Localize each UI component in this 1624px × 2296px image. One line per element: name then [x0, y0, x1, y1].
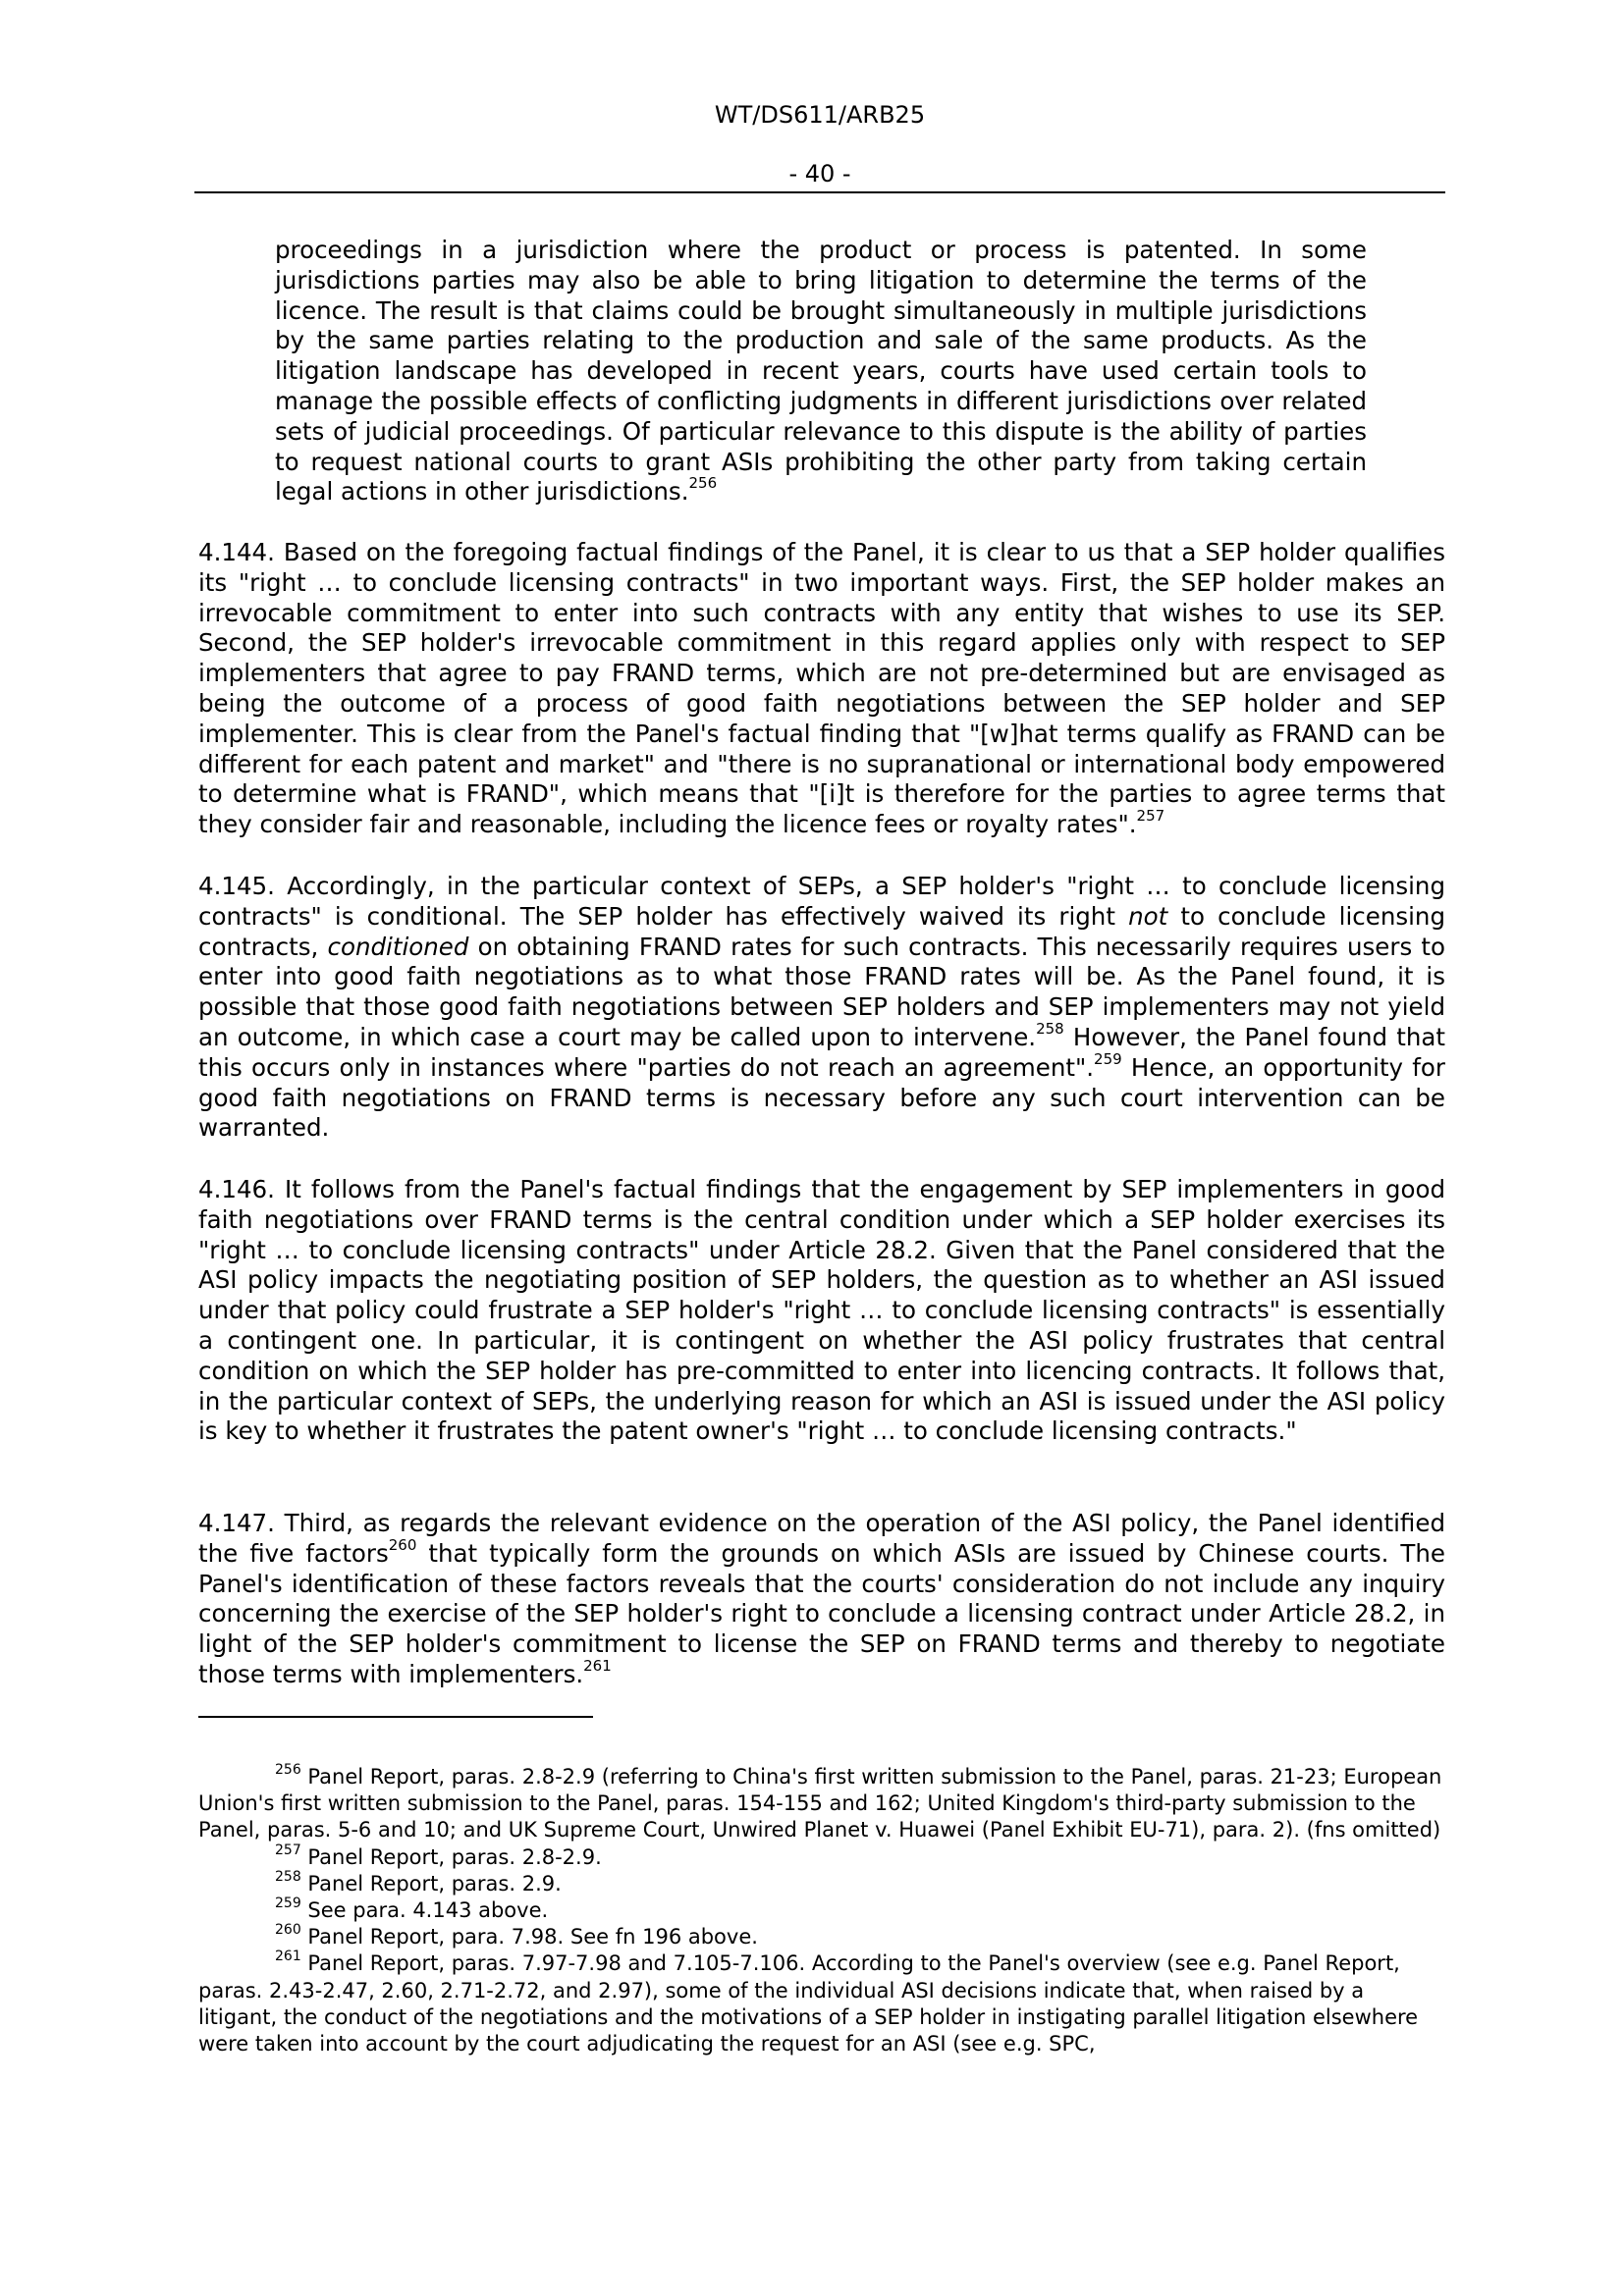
footnote-divider [198, 1716, 593, 1718]
footnote-text: Panel Report, paras. 7.97-7.98 and 7.105-7.106. According to the Panel's overview (see e.g. Panel Report, paras. 2.43-2.47, 2.60, 2.71-2.72, and 2.97), some of the individual ASI decisions indicate that, when raised by a litigant, the conduct of the negotiations and the motivations of a SEP holder in instigating parallel litigation elsewhere were taken into account by the court adjudicating the request for an ASI (see e.g. SPC, [198, 1951, 1419, 2056]
paragraph-4-146 [198, 1175, 1445, 1447]
paragraph-text: Accordingly, in the particular context of SEPs, a SEP holder's "right … to conclude licensing contracts" is conditional. The SEP holder has effectively waived its right [198, 872, 1446, 931]
emphasis-text: conditioned [327, 932, 469, 961]
footnotes [198, 1764, 1445, 2057]
paragraph-text: Third, as regards the relevant evidence on the operation of the ASI policy, the Panel identified the five factors [198, 1509, 1445, 1568]
footnote-259 [198, 1897, 1445, 1924]
header-divider [194, 191, 1445, 193]
paragraph-text: that typically form the grounds on which ASIs are issued by Chinese courts. The Panel's identification of these factors reveals that the courts' consideration do not include any inquiry concerning the exercise of the SEP holder's right to conclude a licensing contract under Article 28.2, in light of the SEP holder's commitment to license the SEP on FRAND terms and thereby to negotiate those terms with implementers. [198, 1538, 1445, 1688]
paragraph-number: 4.147. [198, 1509, 275, 1537]
footnote-ref-259[interactable]: 259 [1094, 1049, 1122, 1068]
emphasis-text: not [1128, 901, 1168, 931]
paragraph-number: 4.146. [198, 1175, 275, 1203]
paragraph-number: 4.145. [198, 872, 275, 900]
document-symbol: WT/DS611/ARB25 [714, 101, 926, 129]
paragraph-text: Based on the foregoing factual findings of the Panel, it is clear to us that a SEP holder qualifies its "right … to conclude licensing contracts" in two important ways. First, the SEP holder makes an irrevocable commitment to enter into such contracts with any entity that wishes to use its SEP. Second, the SEP holder's irrevocable commitment in this regard applies only with respect to SEP implementers that agree to pay FRAND terms, which are not pre-determined but are envisaged as being the outcome of a process of good faith negotiations between the SEP holder and SEP implementer. This is clear from the Panel's factual finding that "[w]hat terms qualify as FRAND can be different for each patent and market" and "there is no supranational or international body empowered to determine what is FRAND", which means that "[i]t is therefore for the parties to agree terms that they consider fair and reasonable, including the licence fees or royalty rates". [198, 538, 1445, 839]
paragraph-4-145 [198, 872, 1445, 1144]
footnote-261 [198, 1950, 1445, 2057]
paragraph-text: Hence, an opportunity for good faith negotiations on FRAND terms is necessary before any such court intervention can be warranted. [198, 1052, 1445, 1143]
footnote-ref-261[interactable]: 261 [583, 1656, 612, 1675]
footnote-number: 259 [275, 1896, 301, 1912]
footnote-256 [198, 1764, 1445, 1844]
footnote-number: 256 [275, 1762, 301, 1778]
paragraph-number: 4.144. [198, 538, 275, 566]
footnote-257 [198, 1844, 1445, 1871]
footnote-ref-258[interactable]: 258 [1036, 1019, 1064, 1038]
footnote-258 [198, 1868, 1445, 1897]
footnote-text: Panel Report, paras. 2.8-2.9 (referring to China's first written submission to the Panel, paras. 21-23; European Union's first written submission to the Panel, paras. 154-155 and 162; United Kingdom's third-party submission to the Panel, paras. 5-6 and 10; and UK Supreme Court, Unwired Planet v. Huawei (Panel Exhibit EU-71), para. 2). (fns omitted) [198, 1765, 1442, 1842]
paragraph-text: to conclude licensing contracts, [198, 901, 1445, 961]
paragraph-4-147 [198, 1509, 1445, 1690]
block-quote [275, 236, 1367, 507]
footnote-text: Panel Report, para. 7.98. See fn 196 above. [307, 1925, 758, 1949]
footnote-number: 261 [275, 1949, 301, 1965]
footnote-text: Panel Report, paras. 2.8-2.9. [307, 1844, 602, 1869]
quote-text: proceedings in a jurisdiction where the product or process is patented. In some jurisdictions parties may also be able to bring litigation to determine the terms of the licence. The result is that claims could be brought simultaneously in multiple jurisdictions by the same parties relating to the production and sale of the same products. As the litigation landscape has developed in recent years, courts have used certain tools to manage the possible effects of conflicting judgments in different jurisdictions over related sets of judicial proceedings. Of particular relevance to this dispute is the ability of parties to request national courts to grant ASIs prohibiting the other party from taking certain legal actions in other jurisdictions. [275, 236, 1367, 507]
paragraph-text: It follows from the Panel's factual findings that the engagement by SEP implementers in good faith negotiations over FRAND terms is the central condition under which a SEP holder exercises its "right … to conclude licensing contracts" under Article 28.2. Given that the Panel considered that the ASI policy impacts the negotiating position of SEP holders, the question as to whether an ASI issued under that policy could frustrate a SEP holder's "right … to conclude licensing contracts" is essentially a contingent one. In particular, it is contingent on whether the ASI policy frustrates that central condition on which the SEP holder has pre-committed to enter into licencing contracts. It follows that, in the particular context of SEPs, the underlying reason for which an ASI is issued under the ASI policy is key to whether it frustrates the patent owner's "right … to conclude licensing contracts." [198, 1175, 1445, 1446]
footnote-text: Panel Report, paras. 2.9. [307, 1871, 562, 1896]
footnote-ref-260[interactable]: 260 [388, 1535, 417, 1554]
paragraph-text: However, the Panel found that this occurs only in instances where "parties do not reach an agreement". [198, 1022, 1445, 1082]
footnote-ref-257[interactable]: 257 [1136, 807, 1165, 826]
footnote-ref-256[interactable]: 256 [688, 474, 718, 493]
paragraph-text: on obtaining FRAND rates for such contracts. This necessarily requires users to enter into good faith negotiations as to what those FRAND rates will be. As the Panel found, it is possible that those good faith negotiations between SEP holders and SEP implementers may not yield an outcome, in which case a court may be called upon to intervene. [198, 932, 1445, 1051]
footnote-number: 258 [275, 1868, 301, 1885]
footnote-number: 260 [275, 1922, 301, 1939]
footnote-text: See para. 4.143 above. [307, 1898, 549, 1923]
footnote-260 [198, 1924, 1445, 1950]
paragraph-4-144 [198, 538, 1445, 840]
page-number: - 40 - [788, 160, 851, 187]
footnote-number: 257 [275, 1842, 301, 1858]
